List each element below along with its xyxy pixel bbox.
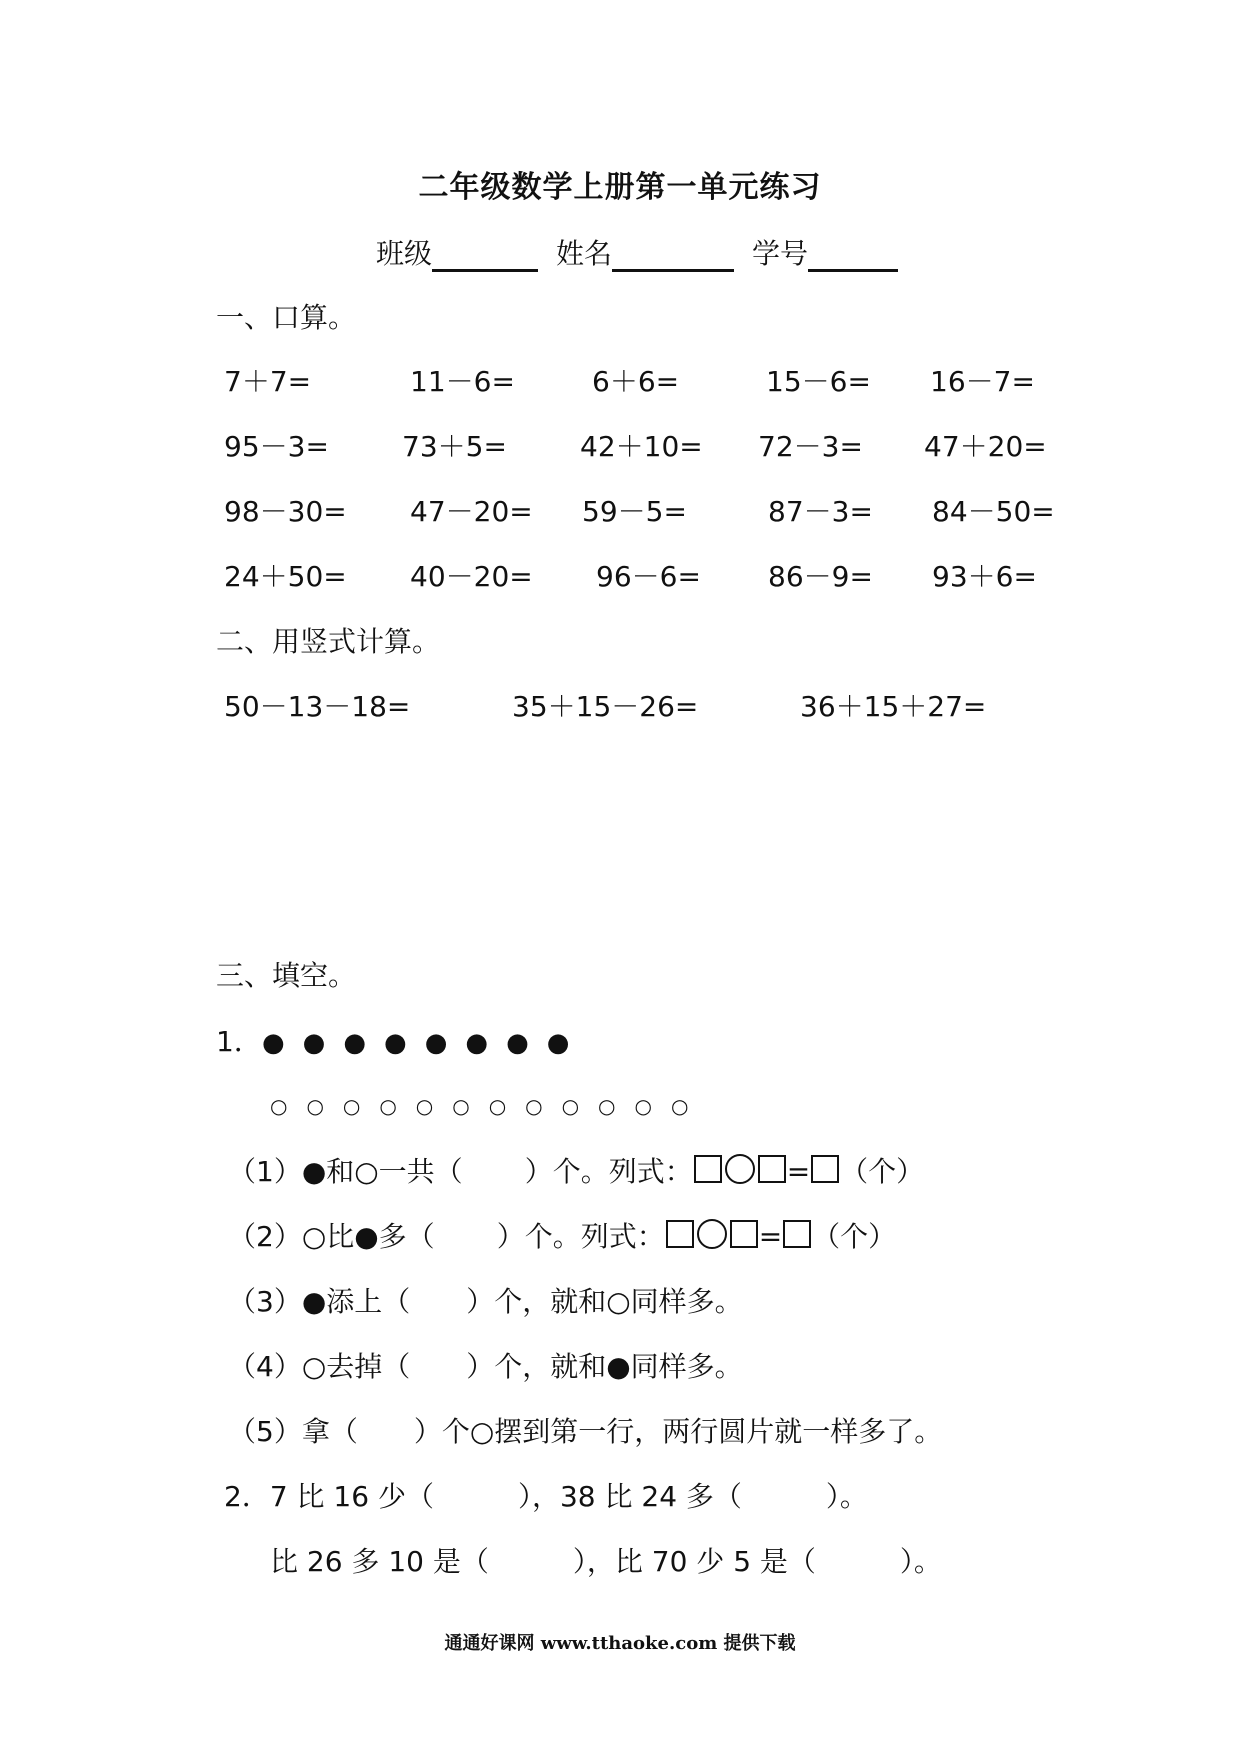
equals-sign: = — [786, 1155, 811, 1188]
oral-row-1 — [0, 360, 1240, 400]
formula-box[interactable] — [758, 1155, 786, 1183]
oral-item: 93＋6= — [932, 560, 1037, 593]
class-blank[interactable] — [432, 239, 538, 272]
oral-item: 72－3= — [758, 430, 863, 463]
class-field — [376, 232, 538, 272]
oral-row-4 — [0, 555, 1240, 595]
q1-sub-1 — [228, 1150, 924, 1190]
section-vertical-heading: 二、用竖式计算。 — [216, 625, 441, 658]
question-1-label: 1． — [216, 1025, 262, 1058]
oral-item: 11－6= — [410, 365, 515, 398]
name-label: 姓名 — [556, 237, 613, 270]
sub-2-unit: （个） — [812, 1220, 897, 1253]
oral-item: 73＋5= — [402, 430, 507, 463]
oral-item: 6＋6= — [592, 365, 680, 398]
oral-item: 59－5= — [582, 495, 687, 528]
vertical-calc-item: 50－13－18= — [224, 690, 411, 723]
q1-sub-4: （4）○去掉（ ）个，就和●同样多。 — [228, 1350, 743, 1383]
page-title: 二年级数学上册第一单元练习 — [418, 170, 822, 205]
name-blank[interactable] — [612, 239, 734, 272]
oral-item: 15－6= — [766, 365, 871, 398]
number-blank[interactable] — [808, 239, 898, 272]
oral-item: 84－50= — [932, 495, 1055, 528]
oral-item: 7＋7= — [224, 365, 312, 398]
formula-box[interactable] — [666, 1220, 694, 1248]
number-label: 学号 — [752, 237, 809, 270]
formula-box[interactable] — [730, 1220, 758, 1248]
formula-box[interactable] — [694, 1155, 722, 1183]
oral-item: 16－7= — [930, 365, 1035, 398]
q1-sub-2 — [228, 1215, 896, 1255]
oral-item: 95－3= — [224, 430, 329, 463]
oral-item: 24＋50= — [224, 560, 347, 593]
sub-1-unit: （个） — [840, 1155, 925, 1188]
section-fill-heading: 三、填空。 — [216, 959, 357, 992]
oral-row-3 — [0, 490, 1240, 530]
oral-item: 98－30= — [224, 495, 347, 528]
oral-item: 86－9= — [768, 560, 873, 593]
operator-circle[interactable] — [725, 1154, 755, 1184]
oral-item: 47－20= — [410, 495, 533, 528]
footer-credit: 通通好课网 www.tthaoke.com 提供下载 — [444, 1633, 796, 1654]
sub-1-post: ）个。列式： — [524, 1155, 693, 1188]
number-field — [752, 232, 898, 272]
class-label: 班级 — [376, 237, 433, 270]
question-2-line-2: 比 26 多 10 是（ ），比 70 少 5 是（ ）。 — [270, 1545, 942, 1578]
section-oral-heading: 一、口算。 — [216, 301, 357, 334]
operator-circle[interactable] — [697, 1219, 727, 1249]
question-2-line-1: 2．7 比 16 少（ ），38 比 24 多（ ）。 — [224, 1480, 868, 1513]
q1-sub-3: （3）●添上（ ）个，就和○同样多。 — [228, 1285, 743, 1318]
vertical-calc-item: 36＋15＋27= — [800, 690, 987, 723]
oral-item: 40－20= — [410, 560, 533, 593]
white-dots-row: ○○○○○○○○○○○○ — [270, 1094, 708, 1118]
oral-item: 87－3= — [768, 495, 873, 528]
sub-2-pre: （2）○比●多（ — [228, 1220, 435, 1253]
formula-box[interactable] — [811, 1155, 839, 1183]
formula-box[interactable] — [783, 1220, 811, 1248]
oral-item: 47＋20= — [924, 430, 1047, 463]
equals-sign: = — [758, 1220, 783, 1253]
oral-row-2 — [0, 425, 1240, 465]
q1-sub-5: （5）拿（ ）个○摆到第一行，两行圆片就一样多了。 — [228, 1415, 943, 1448]
vertical-calc-item: 35＋15－26= — [512, 690, 699, 723]
oral-item: 42＋10= — [580, 430, 703, 463]
name-field — [556, 232, 734, 272]
sub-1-pre: （1）●和○一共（ — [228, 1155, 463, 1188]
oral-item: 96－6= — [596, 560, 701, 593]
sub-2-post: ）个。列式： — [496, 1220, 665, 1253]
black-dots-row: ●●●●●●●● — [262, 1028, 588, 1058]
